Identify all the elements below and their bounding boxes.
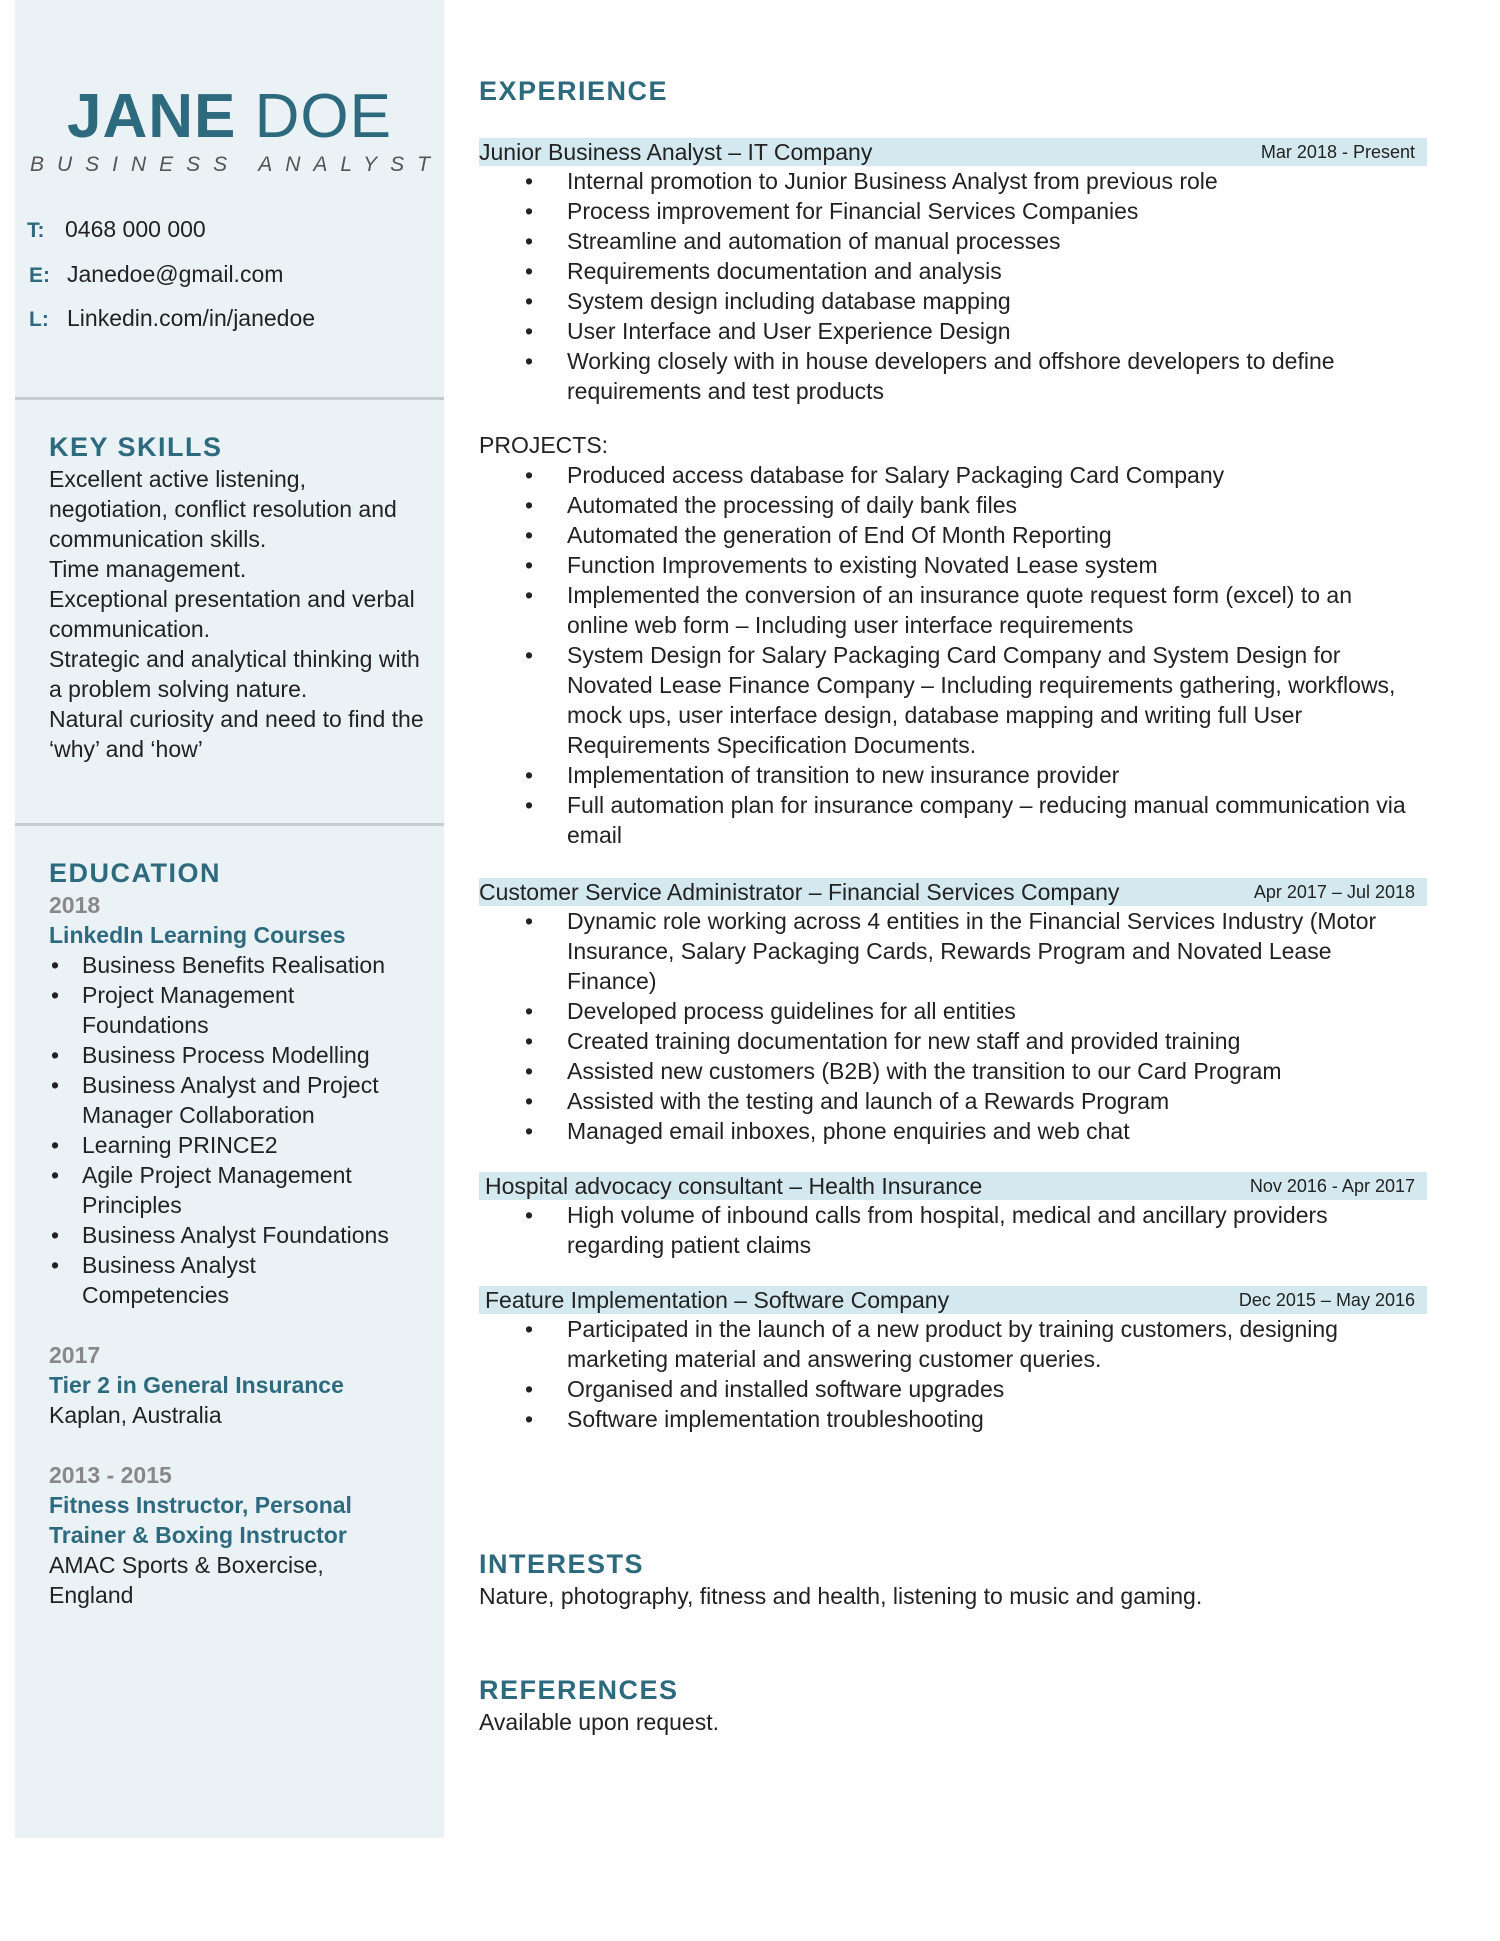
course-item: • Business Benefits Realisation	[49, 950, 409, 980]
course-item: • Business Process Modelling	[49, 1040, 409, 1070]
job-entry	[479, 1286, 1427, 1434]
edu-year: 2017	[49, 1342, 101, 1368]
project-item: • Implemented the conversion of an insurance quote request form (excel) to an online web form – Including user interface requirements	[479, 580, 1427, 640]
candidate-name	[15, 82, 444, 152]
edu-year: 2013 - 2015	[49, 1462, 172, 1488]
skill-item: Natural curiosity and need to find the ‘why’ and ‘how’	[49, 706, 424, 762]
course-item: • Learning PRINCE2	[49, 1130, 409, 1160]
label: L:	[29, 308, 49, 331]
edu-place: Kaplan, Australia	[49, 1402, 222, 1428]
course-item: • Business Analyst Foundations	[49, 1220, 409, 1250]
bullet-item: • Working closely with in house developers and offshore developers to define requirements and test products	[479, 346, 1427, 406]
bullet-item: • User Interface and User Experience Design	[479, 316, 1427, 346]
section-heading: EDUCATION	[49, 858, 221, 888]
job-bullets	[479, 1200, 1427, 1260]
skill-item: Excellent active listening, negotiation, conflict resolution and communication skills.	[49, 466, 397, 552]
label: T:	[27, 219, 45, 242]
bullet-item: • Dynamic role working across 4 entities in the Financial Services Industry (Motor Insurance, Salary Packaging Cards, Rewards Program and Novated Lease Finance)	[479, 906, 1427, 996]
project-item: • Automated the generation of End Of Month Reporting	[479, 520, 1427, 550]
projects-label: PROJECTS:	[479, 432, 609, 458]
bullet-item: • Developed process guidelines for all entities	[479, 996, 1427, 1026]
bullet-item: • Created training documentation for new staff and provided training	[479, 1026, 1427, 1056]
job-bullets	[479, 906, 1427, 1146]
project-item: • Implementation of transition to new insurance provider	[479, 760, 1427, 790]
job-header-bar	[479, 1172, 1427, 1200]
bullet-item: • Software implementation troubleshooting	[479, 1404, 1427, 1434]
job-title: Customer Service Administrator – Financial Services Company	[479, 878, 1120, 905]
bullet-item: • Streamline and automation of manual processes	[479, 226, 1427, 256]
job-header-bar	[479, 138, 1427, 166]
job-title: BUSINESS ANALYST	[29, 153, 444, 176]
skill-item: Time management.	[49, 556, 247, 582]
bullet-item: • Participated in the launch of a new product by training customers, designing marketing material and answering customer queries.	[479, 1314, 1427, 1374]
email: Janedoe@gmail.com	[67, 261, 284, 287]
job-title: Feature Implementation – Software Company	[485, 1286, 950, 1313]
edu-place: AMAC Sports & Boxercise, England	[49, 1552, 324, 1608]
job-title: Junior Business Analyst – IT Company	[479, 138, 873, 165]
last-name: DOE	[254, 82, 392, 151]
bullet-item: • Process improvement for Financial Services Companies	[479, 196, 1427, 226]
main-content	[479, 74, 1427, 1434]
references	[479, 1673, 1427, 1737]
education	[49, 856, 439, 1610]
experience-heading: EXPERIENCE	[479, 76, 669, 106]
course-item: • Business Analyst and Project Manager Collaboration	[49, 1070, 409, 1130]
section-heading: KEY SKILLS	[49, 432, 223, 462]
contact-linkedin	[29, 303, 315, 335]
sidebar	[15, 0, 444, 1838]
edu-title: LinkedIn Learning Courses	[49, 922, 346, 948]
job-dates: Dec 2015 – May 2016	[1238, 1289, 1415, 1310]
divider	[15, 397, 444, 400]
interests-text: Nature, photography, fitness and health, listening to music and gaming.	[479, 1583, 1203, 1609]
project-bullets	[479, 460, 1427, 850]
label: E:	[29, 264, 50, 287]
project-item: • Function Improvements to existing Novated Lease system	[479, 550, 1427, 580]
job-dates: Apr 2017 – Jul 2018	[1253, 881, 1415, 902]
first-name: JANE	[67, 82, 237, 151]
bullet-item: • Assisted with the testing and launch of a Rewards Program	[479, 1086, 1427, 1116]
job-bullets	[479, 166, 1427, 406]
section-heading: REFERENCES	[479, 1675, 679, 1705]
bullet-item: • System design including database mapping	[479, 286, 1427, 316]
bullet-item: • Managed email inboxes, phone enquiries and web chat	[479, 1116, 1427, 1146]
references-text: Available upon request.	[479, 1709, 719, 1735]
phone: 0468 000 000	[65, 216, 206, 242]
bullet-item: • Internal promotion to Junior Business Analyst from previous role	[479, 166, 1427, 196]
divider	[15, 823, 444, 826]
edu-title: Fitness Instructor, Personal Trainer & Boxing Instructor	[49, 1492, 352, 1548]
job-dates: Mar 2018 - Present	[1260, 141, 1415, 162]
job-title: Hospital advocacy consultant – Health Insurance	[485, 1172, 983, 1199]
job-entry	[479, 1172, 1427, 1260]
job-header-bar	[479, 1286, 1427, 1314]
job-dates: Nov 2016 - Apr 2017	[1249, 1175, 1415, 1196]
bullet-item: • Requirements documentation and analysis	[479, 256, 1427, 286]
job-bullets	[479, 1314, 1427, 1434]
project-item: • Automated the processing of daily bank files	[479, 490, 1427, 520]
contact-email	[29, 259, 283, 291]
skill-item: Strategic and analytical thinking with a problem solving nature.	[49, 646, 420, 702]
project-item: • System Design for Salary Packaging Card Company and System Design for Novated Lease Finance Company – Including requirements gathering, workflows, mock ups, user interface design, database mapping and writing full User Requirements Specification Documents.	[479, 640, 1427, 760]
edu-year: 2018	[49, 892, 101, 918]
interests	[479, 1547, 1427, 1611]
bullet-item: • High volume of inbound calls from hospital, medical and ancillary providers regarding patient claims	[479, 1200, 1427, 1260]
project-item: • Produced access database for Salary Packaging Card Company	[479, 460, 1427, 490]
edu-title: Tier 2 in General Insurance	[49, 1372, 344, 1398]
bullet-item: • Assisted new customers (B2B) with the transition to our Card Program	[479, 1056, 1427, 1086]
section-heading: INTERESTS	[479, 1549, 645, 1579]
job-header-bar	[479, 878, 1427, 906]
skill-item: Exceptional presentation and verbal communication.	[49, 586, 415, 642]
bullet-item: • Organised and installed software upgrades	[479, 1374, 1427, 1404]
job-entry	[479, 138, 1427, 850]
project-item: • Full automation plan for insurance company – reducing manual communication via email	[479, 790, 1427, 850]
course-item: • Business Analyst Competencies	[49, 1250, 409, 1310]
job-entry	[479, 878, 1427, 1146]
contact-phone	[27, 214, 206, 246]
course-item: • Agile Project Management Principles	[49, 1160, 409, 1220]
course-item: • Project Management Foundations	[49, 980, 409, 1040]
key-skills	[49, 430, 424, 764]
linkedin: Linkedin.com/in/janedoe	[67, 305, 316, 331]
